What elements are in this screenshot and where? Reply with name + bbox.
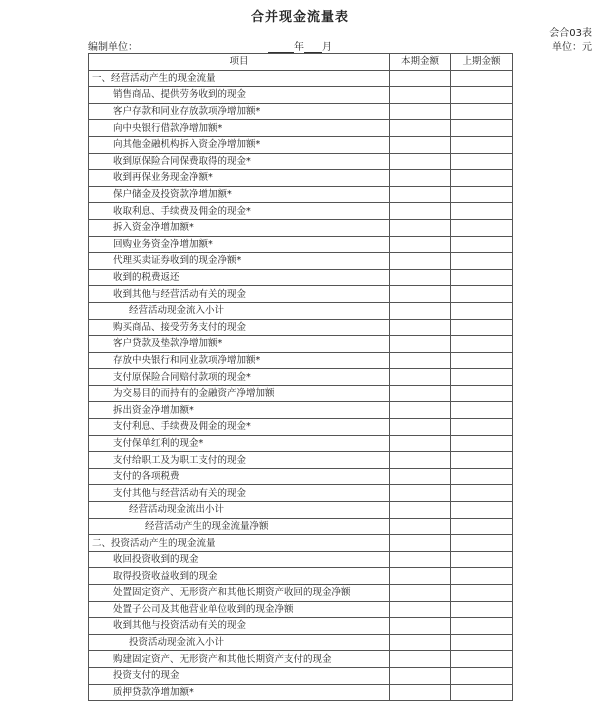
table-row [89,618,513,635]
row-item-label: 经营活动现金流出小计 [89,502,390,519]
current-amount-cell [390,502,451,519]
row-item-label: 处置子公司及其他营业单位收到的现金净额 [89,601,390,618]
prior-amount-cell [451,419,513,436]
row-item-label: 客户贷款及垫款净增加额* [89,336,390,353]
current-amount-cell [390,319,451,336]
row-item-label: 收到再保业务现金净额* [89,170,390,187]
prior-amount-cell [451,87,513,104]
table-row [89,103,513,120]
row-item-label: 投资支付的现金 [89,667,390,684]
row-item-label: 收到原保险合同保费取得的现金* [89,153,390,170]
table-row [89,468,513,485]
row-item-label: 收到的税费返还 [89,269,390,286]
table-row [89,402,513,419]
prior-amount-cell [451,186,513,203]
prior-amount-cell [451,551,513,568]
current-amount-cell [390,535,451,552]
table-row [89,352,513,369]
current-amount-cell [390,601,451,618]
prior-amount-cell [451,435,513,452]
current-amount-cell [390,468,451,485]
current-amount-cell [390,70,451,87]
table-row [89,535,513,552]
row-item-label: 收取利息、手续费及佣金的现金* [89,203,390,220]
current-amount-cell [390,170,451,187]
prior-amount-cell [451,684,513,701]
prior-amount-cell [451,269,513,286]
row-item-label: 收到其他与经营活动有关的现金 [89,286,390,303]
current-amount-cell [390,667,451,684]
current-amount-cell [390,302,451,319]
table-row [89,219,513,236]
current-amount-cell [390,336,451,353]
prior-amount-cell [451,203,513,220]
row-item-label: 保户储金及投资款净增加额* [89,186,390,203]
cash-flow-table [88,53,513,701]
table-row [89,319,513,336]
prior-amount-cell [451,385,513,402]
table-row [89,136,513,153]
report-title: 合并现金流量表 [250,10,349,25]
row-item-label: 购建固定资产、无形资产和其他长期资产支付的现金 [89,651,390,668]
prior-amount-cell [451,302,513,319]
current-amount-cell [390,435,451,452]
prior-amount-cell [451,286,513,303]
prior-amount-cell [451,219,513,236]
row-item-label: 销售商品、提供劳务收到的现金 [89,87,390,104]
column-header-current: 本期金额 [390,54,451,71]
prior-amount-cell [451,319,513,336]
current-amount-cell [390,286,451,303]
prior-amount-cell [451,518,513,535]
form-code: 会合03表 [549,28,592,39]
prior-amount-cell [451,236,513,253]
row-item-label: 经营活动现金流入小计 [89,302,390,319]
table-row [89,419,513,436]
prior-amount-cell [451,120,513,137]
prior-amount-cell [451,452,513,469]
prior-amount-cell [451,136,513,153]
prior-amount-cell [451,485,513,502]
prior-amount-cell [451,667,513,684]
prior-amount-cell [451,369,513,386]
row-item-label: 为交易目的而持有的金融资产净增加额 [89,385,390,402]
unit-label: 单位：元 [552,42,592,53]
table-row [89,336,513,353]
prior-amount-cell [451,502,513,519]
row-item-label: 取得投资收益收到的现金 [89,568,390,585]
table-row [89,502,513,519]
prior-amount-cell [451,585,513,602]
current-amount-cell [390,153,451,170]
table-row [89,120,513,137]
prior-amount-cell [451,352,513,369]
current-amount-cell [390,568,451,585]
current-amount-cell [390,269,451,286]
table-row [89,170,513,187]
table-row [89,385,513,402]
table-row [89,518,513,535]
prior-amount-cell [451,618,513,635]
table-row [89,634,513,651]
row-item-label: 处置固定资产、无形资产和其他长期资产收回的现金净额 [89,585,390,602]
row-item-label: 拆入资金净增加额* [89,219,390,236]
current-amount-cell [390,419,451,436]
current-amount-cell [390,136,451,153]
row-item-label: 收到其他与投资活动有关的现金 [89,618,390,635]
current-amount-cell [390,253,451,270]
prior-amount-cell [451,253,513,270]
column-header-item: 项目 [89,54,390,71]
current-amount-cell [390,551,451,568]
prior-amount-cell [451,601,513,618]
table-row [89,485,513,502]
current-amount-cell [390,402,451,419]
row-item-label: 存放中央银行和同业款项净增加额* [89,352,390,369]
table-header-row [89,54,513,71]
current-amount-cell [390,618,451,635]
year-blank [268,42,294,53]
row-item-label: 向其他金融机构拆入资金净增加额* [89,136,390,153]
row-item-label: 收回投资收到的现金 [89,551,390,568]
prior-amount-cell [451,170,513,187]
table-row [89,651,513,668]
row-item-label: 质押贷款净增加额* [89,684,390,701]
prior-amount-cell [451,468,513,485]
current-amount-cell [390,352,451,369]
prior-amount-cell [451,535,513,552]
prior-amount-cell [451,402,513,419]
table-row [89,452,513,469]
row-item-label: 拆出资金净增加额* [89,402,390,419]
current-amount-cell [390,87,451,104]
current-amount-cell [390,103,451,120]
table-row [89,369,513,386]
table-row [89,269,513,286]
year-label: 年 [294,42,304,53]
entity-field [88,38,138,53]
current-amount-cell [390,485,451,502]
month-blank [304,42,322,53]
row-item-label: 支付原保险合同赔付款项的现金* [89,369,390,386]
row-item-label: 代理买卖证券收到的现金净额* [89,253,390,270]
table-row [89,302,513,319]
prior-amount-cell [451,634,513,651]
current-amount-cell [390,186,451,203]
table-row [89,153,513,170]
current-amount-cell [390,120,451,137]
date-field [268,38,332,53]
table-row [89,568,513,585]
row-item-label: 回购业务资金净增加额* [89,236,390,253]
row-item-label: 支付利息、手续费及佣金的现金* [89,419,390,436]
prior-amount-cell [451,153,513,170]
row-item-label: 购买商品、接受劳务支付的现金 [89,319,390,336]
row-item-label: 支付的各项税费 [89,468,390,485]
table-row [89,203,513,220]
table-row [89,70,513,87]
current-amount-cell [390,236,451,253]
table-row [89,551,513,568]
column-header-prior: 上期金额 [451,54,513,71]
table-row [89,585,513,602]
table-row [89,286,513,303]
row-item-label: 向中央银行借款净增加额* [89,120,390,137]
row-item-label: 支付给职工及为职工支付的现金 [89,452,390,469]
current-amount-cell [390,585,451,602]
prior-amount-cell [451,568,513,585]
table-row [89,435,513,452]
table-row [89,236,513,253]
current-amount-cell [390,203,451,220]
row-item-label: 投资活动现金流入小计 [89,634,390,651]
current-amount-cell [390,452,451,469]
current-amount-cell [390,651,451,668]
table-row [89,87,513,104]
row-item-label: 支付其他与经营活动有关的现金 [89,485,390,502]
current-amount-cell [390,219,451,236]
current-amount-cell [390,518,451,535]
table-row [89,601,513,618]
current-amount-cell [390,385,451,402]
current-amount-cell [390,684,451,701]
month-label: 月 [322,42,332,53]
row-item-label: 一、经营活动产生的现金流量 [89,70,390,87]
prior-amount-cell [451,336,513,353]
table-row [89,684,513,701]
table-row [89,667,513,684]
prior-amount-cell [451,651,513,668]
table-row [89,253,513,270]
current-amount-cell [390,369,451,386]
entity-label: 编制单位： [88,42,138,53]
table-row [89,186,513,203]
row-item-label: 客户存款和同业存放款项净增加额* [89,103,390,120]
current-amount-cell [390,634,451,651]
row-item-label: 支付保单红利的现金* [89,435,390,452]
row-item-label: 经营活动产生的现金流量净额 [89,518,390,535]
prior-amount-cell [451,103,513,120]
prior-amount-cell [451,70,513,87]
row-item-label: 二、投资活动产生的现金流量 [89,535,390,552]
